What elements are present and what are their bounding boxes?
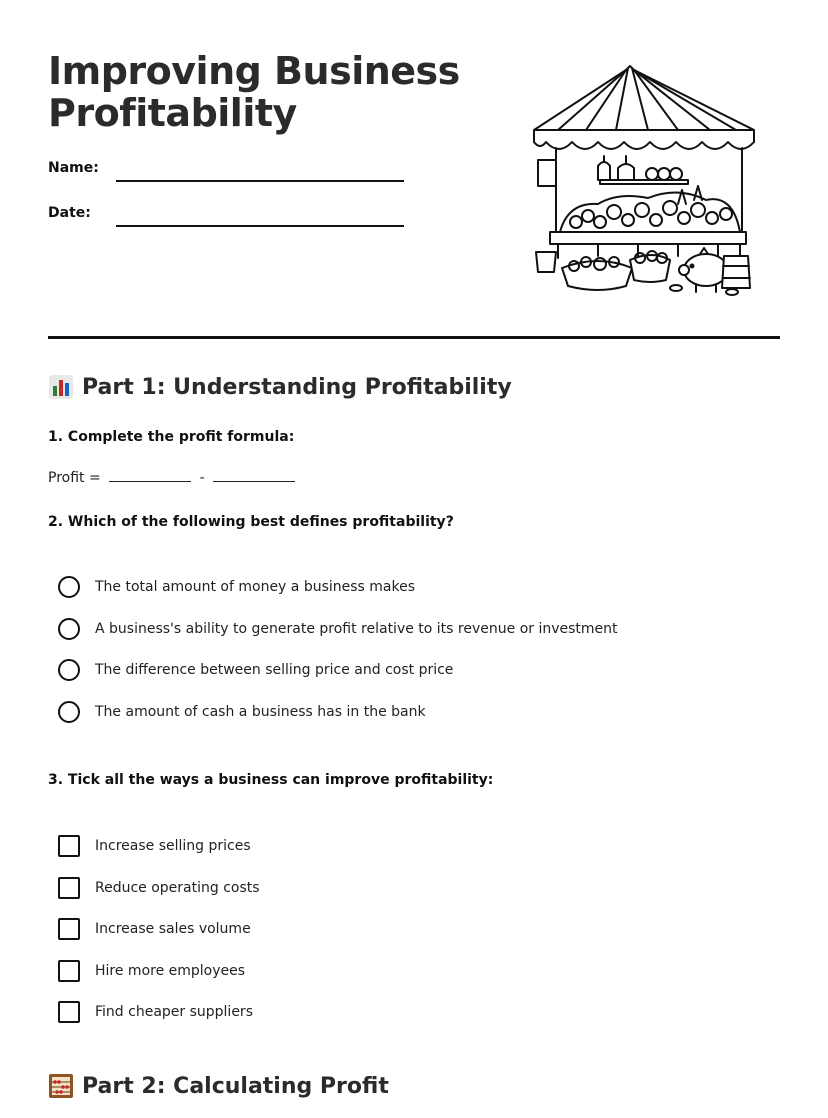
checkbox[interactable] bbox=[58, 877, 80, 899]
bar-chart-icon bbox=[48, 374, 74, 400]
part1-heading-text: Part 1: Understanding Profitability bbox=[82, 374, 512, 400]
date-label: Date: bbox=[48, 205, 91, 221]
q2-option-label: The total amount of money a business makes bbox=[95, 579, 416, 595]
q3-option-label: Reduce operating costs bbox=[95, 880, 260, 896]
part2-heading-text: Part 2: Calculating Profit bbox=[82, 1073, 389, 1099]
name-line[interactable] bbox=[116, 180, 404, 182]
q3-option[interactable] bbox=[58, 1000, 253, 1024]
part1-heading bbox=[48, 374, 512, 400]
checkbox[interactable] bbox=[58, 960, 80, 982]
formula-blank-1[interactable] bbox=[109, 470, 191, 482]
q2-option[interactable] bbox=[58, 658, 453, 682]
radio-button[interactable] bbox=[58, 701, 80, 723]
name-field[interactable] bbox=[48, 160, 408, 190]
question-2: 2. Which of the following best defines profitability? bbox=[48, 514, 454, 530]
radio-button[interactable] bbox=[58, 576, 80, 598]
part2-heading bbox=[48, 1073, 389, 1099]
q3-option-label: Find cheaper suppliers bbox=[95, 1004, 253, 1020]
header-divider bbox=[48, 336, 780, 339]
date-line[interactable] bbox=[116, 225, 404, 227]
checkbox[interactable] bbox=[58, 835, 80, 857]
market-stall-illustration bbox=[528, 62, 760, 300]
q2-option-label: The difference between selling price and cost price bbox=[95, 662, 454, 678]
checkbox[interactable] bbox=[58, 1001, 80, 1023]
page-title: Improving Business Profitability bbox=[48, 49, 460, 135]
q2-option[interactable] bbox=[58, 617, 618, 641]
q3-option-label: Increase sales volume bbox=[95, 921, 251, 937]
q2-option-label: The amount of cash a business has in the bank bbox=[95, 704, 426, 720]
q3-option[interactable] bbox=[58, 834, 251, 858]
q3-option[interactable] bbox=[58, 917, 251, 941]
name-label: Name: bbox=[48, 160, 99, 176]
q3-option[interactable] bbox=[58, 959, 245, 983]
q3-option-label: Hire more employees bbox=[95, 963, 246, 979]
formula-blank-2[interactable] bbox=[213, 470, 295, 482]
q2-option[interactable] bbox=[58, 575, 415, 599]
formula-operator: - bbox=[199, 470, 205, 486]
q2-option-label: A business's ability to generate profit relative to its revenue or investment bbox=[95, 621, 618, 637]
formula-start: Profit = bbox=[48, 470, 101, 486]
abacus-icon bbox=[48, 1073, 74, 1099]
radio-button[interactable] bbox=[58, 659, 80, 681]
q3-option-label: Increase selling prices bbox=[95, 838, 251, 854]
radio-button[interactable] bbox=[58, 618, 80, 640]
profit-formula bbox=[48, 470, 299, 486]
q2-option[interactable] bbox=[58, 700, 426, 724]
checkbox[interactable] bbox=[58, 918, 80, 940]
question-1: 1. Complete the profit formula: bbox=[48, 429, 295, 445]
q3-option[interactable] bbox=[58, 876, 260, 900]
question-3: 3. Tick all the ways a business can improve profitability: bbox=[48, 772, 494, 788]
date-field[interactable] bbox=[48, 205, 408, 235]
